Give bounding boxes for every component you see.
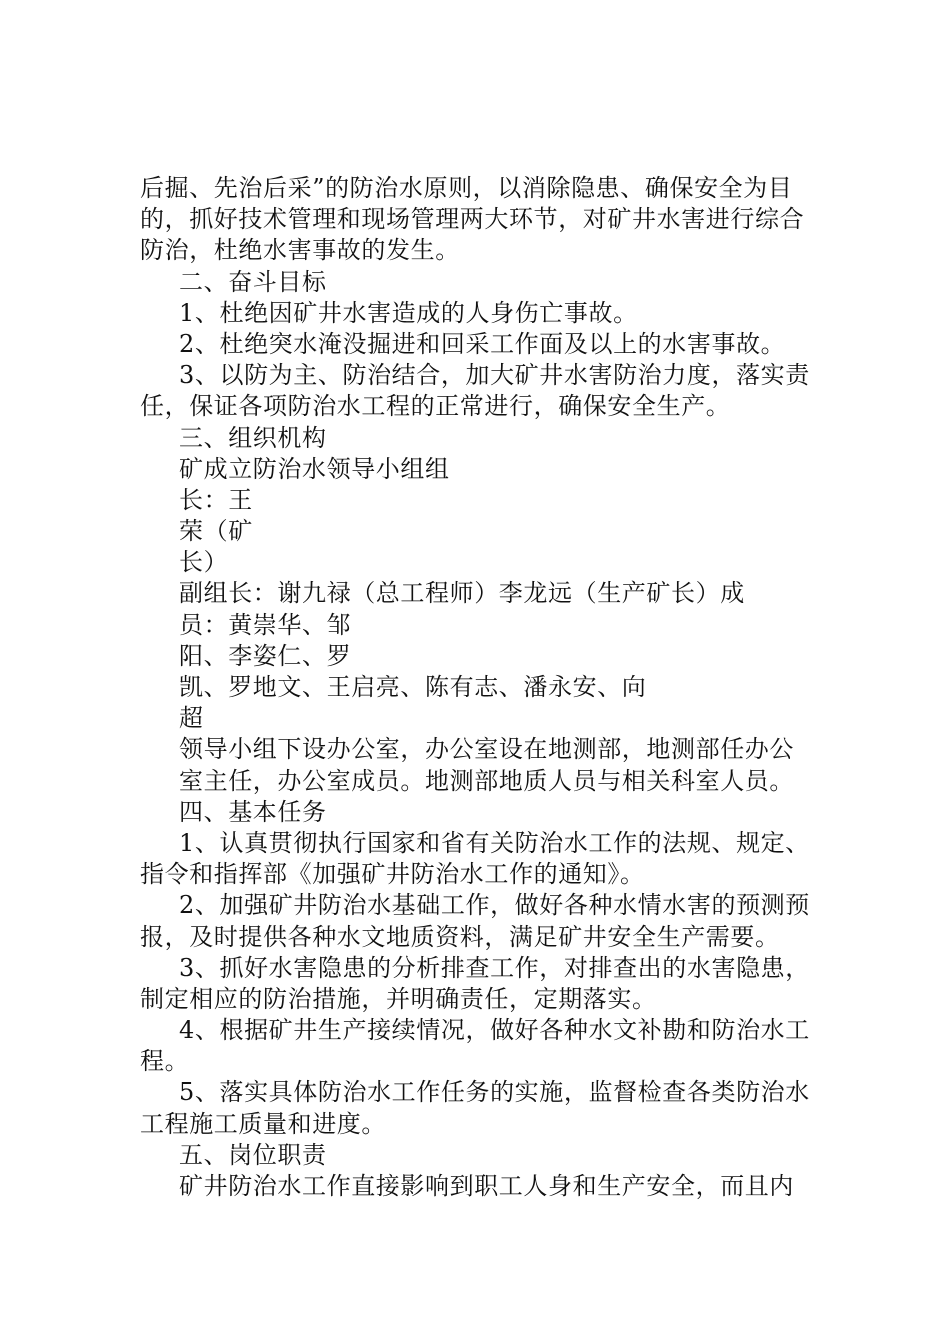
text-line: 工程施工质量和进度。 [140, 1109, 386, 1138]
text-line: 长：王 [179, 485, 253, 514]
text-line: 防治，杜绝水害事故的发生。 [140, 236, 460, 265]
text-line: 超 [179, 704, 204, 733]
text-line: 矿井防治水工作直接影响到职工人身和生产安全，而且内 [179, 1172, 794, 1200]
text-line: 制定相应的防治措施，并明确责任，定期落实。 [140, 984, 657, 1013]
text-line: 5、落实具体防治水工作任务的实施，监督检查各类防治水 [179, 1078, 810, 1107]
text-line: 后掘、先治后采”的防治水原则，以消除隐患、确保安全为目 [140, 174, 793, 202]
text-line: 凯、罗地文、王启亮、陈有志、潘永安、向 [179, 673, 647, 701]
text-line: 长） [179, 548, 229, 577]
text-line: 三、组织机构 [179, 423, 327, 452]
text-line: 领导小组下设办公室，办公室设在地测部，地测部任办公 [179, 735, 794, 764]
text-line: 副组长：谢九禄（总工程师）李龙远（生产矿长）成 [179, 579, 745, 608]
text-line: 程。 [140, 1047, 190, 1076]
text-line: 四、基本任务 [179, 797, 327, 826]
text-line: 2、杜绝突水淹没掘进和回采工作面及以上的水害事故。 [179, 329, 786, 358]
text-line: 室主任，办公室成员。地测部地质人员与相关科室人员。 [179, 766, 794, 795]
text-line: 3、抓好水害隐患的分析排查工作，对排查出的水害隐患， [179, 953, 810, 982]
text-line: 指令和指挥部《加强矿井防治水工作的通知》。 [140, 860, 645, 889]
text-line: 2、加强矿井防治水基础工作，做好各种水情水害的预测预 [179, 891, 810, 920]
text-line: 报，及时提供各种水文地质资料，满足矿井安全生产需要。 [140, 922, 780, 951]
text-line: 3、以防为主、防治结合，加大矿井水害防治力度，落实责 [179, 361, 810, 390]
text-line: 荣（矿 [179, 517, 253, 546]
text-line: 阳、李姿仁、罗 [179, 641, 352, 670]
text-line: 1、杜绝因矿井水害造成的人身伤亡事故。 [179, 298, 638, 327]
text-line: 二、奋斗目标 [179, 267, 327, 296]
text-line: 员：黄崇华、邹 [179, 610, 352, 639]
text-line: 4、根据矿井生产接续情况，做好各种水文补勘和防治水工 [179, 1016, 810, 1045]
document-body [140, 173, 840, 1202]
text-line: 的，抓好技术管理和现场管理两大环节，对矿井水害进行综合 [140, 205, 805, 234]
text-line: 任，保证各项防治水工程的正常进行，确保安全生产。 [140, 392, 731, 421]
text-line: 矿成立防治水领导小组组 [179, 454, 450, 483]
text-line: 1、认真贯彻执行国家和省有关防治水工作的法规、规定、 [179, 828, 810, 857]
text-line: 五、岗位职责 [179, 1140, 327, 1169]
